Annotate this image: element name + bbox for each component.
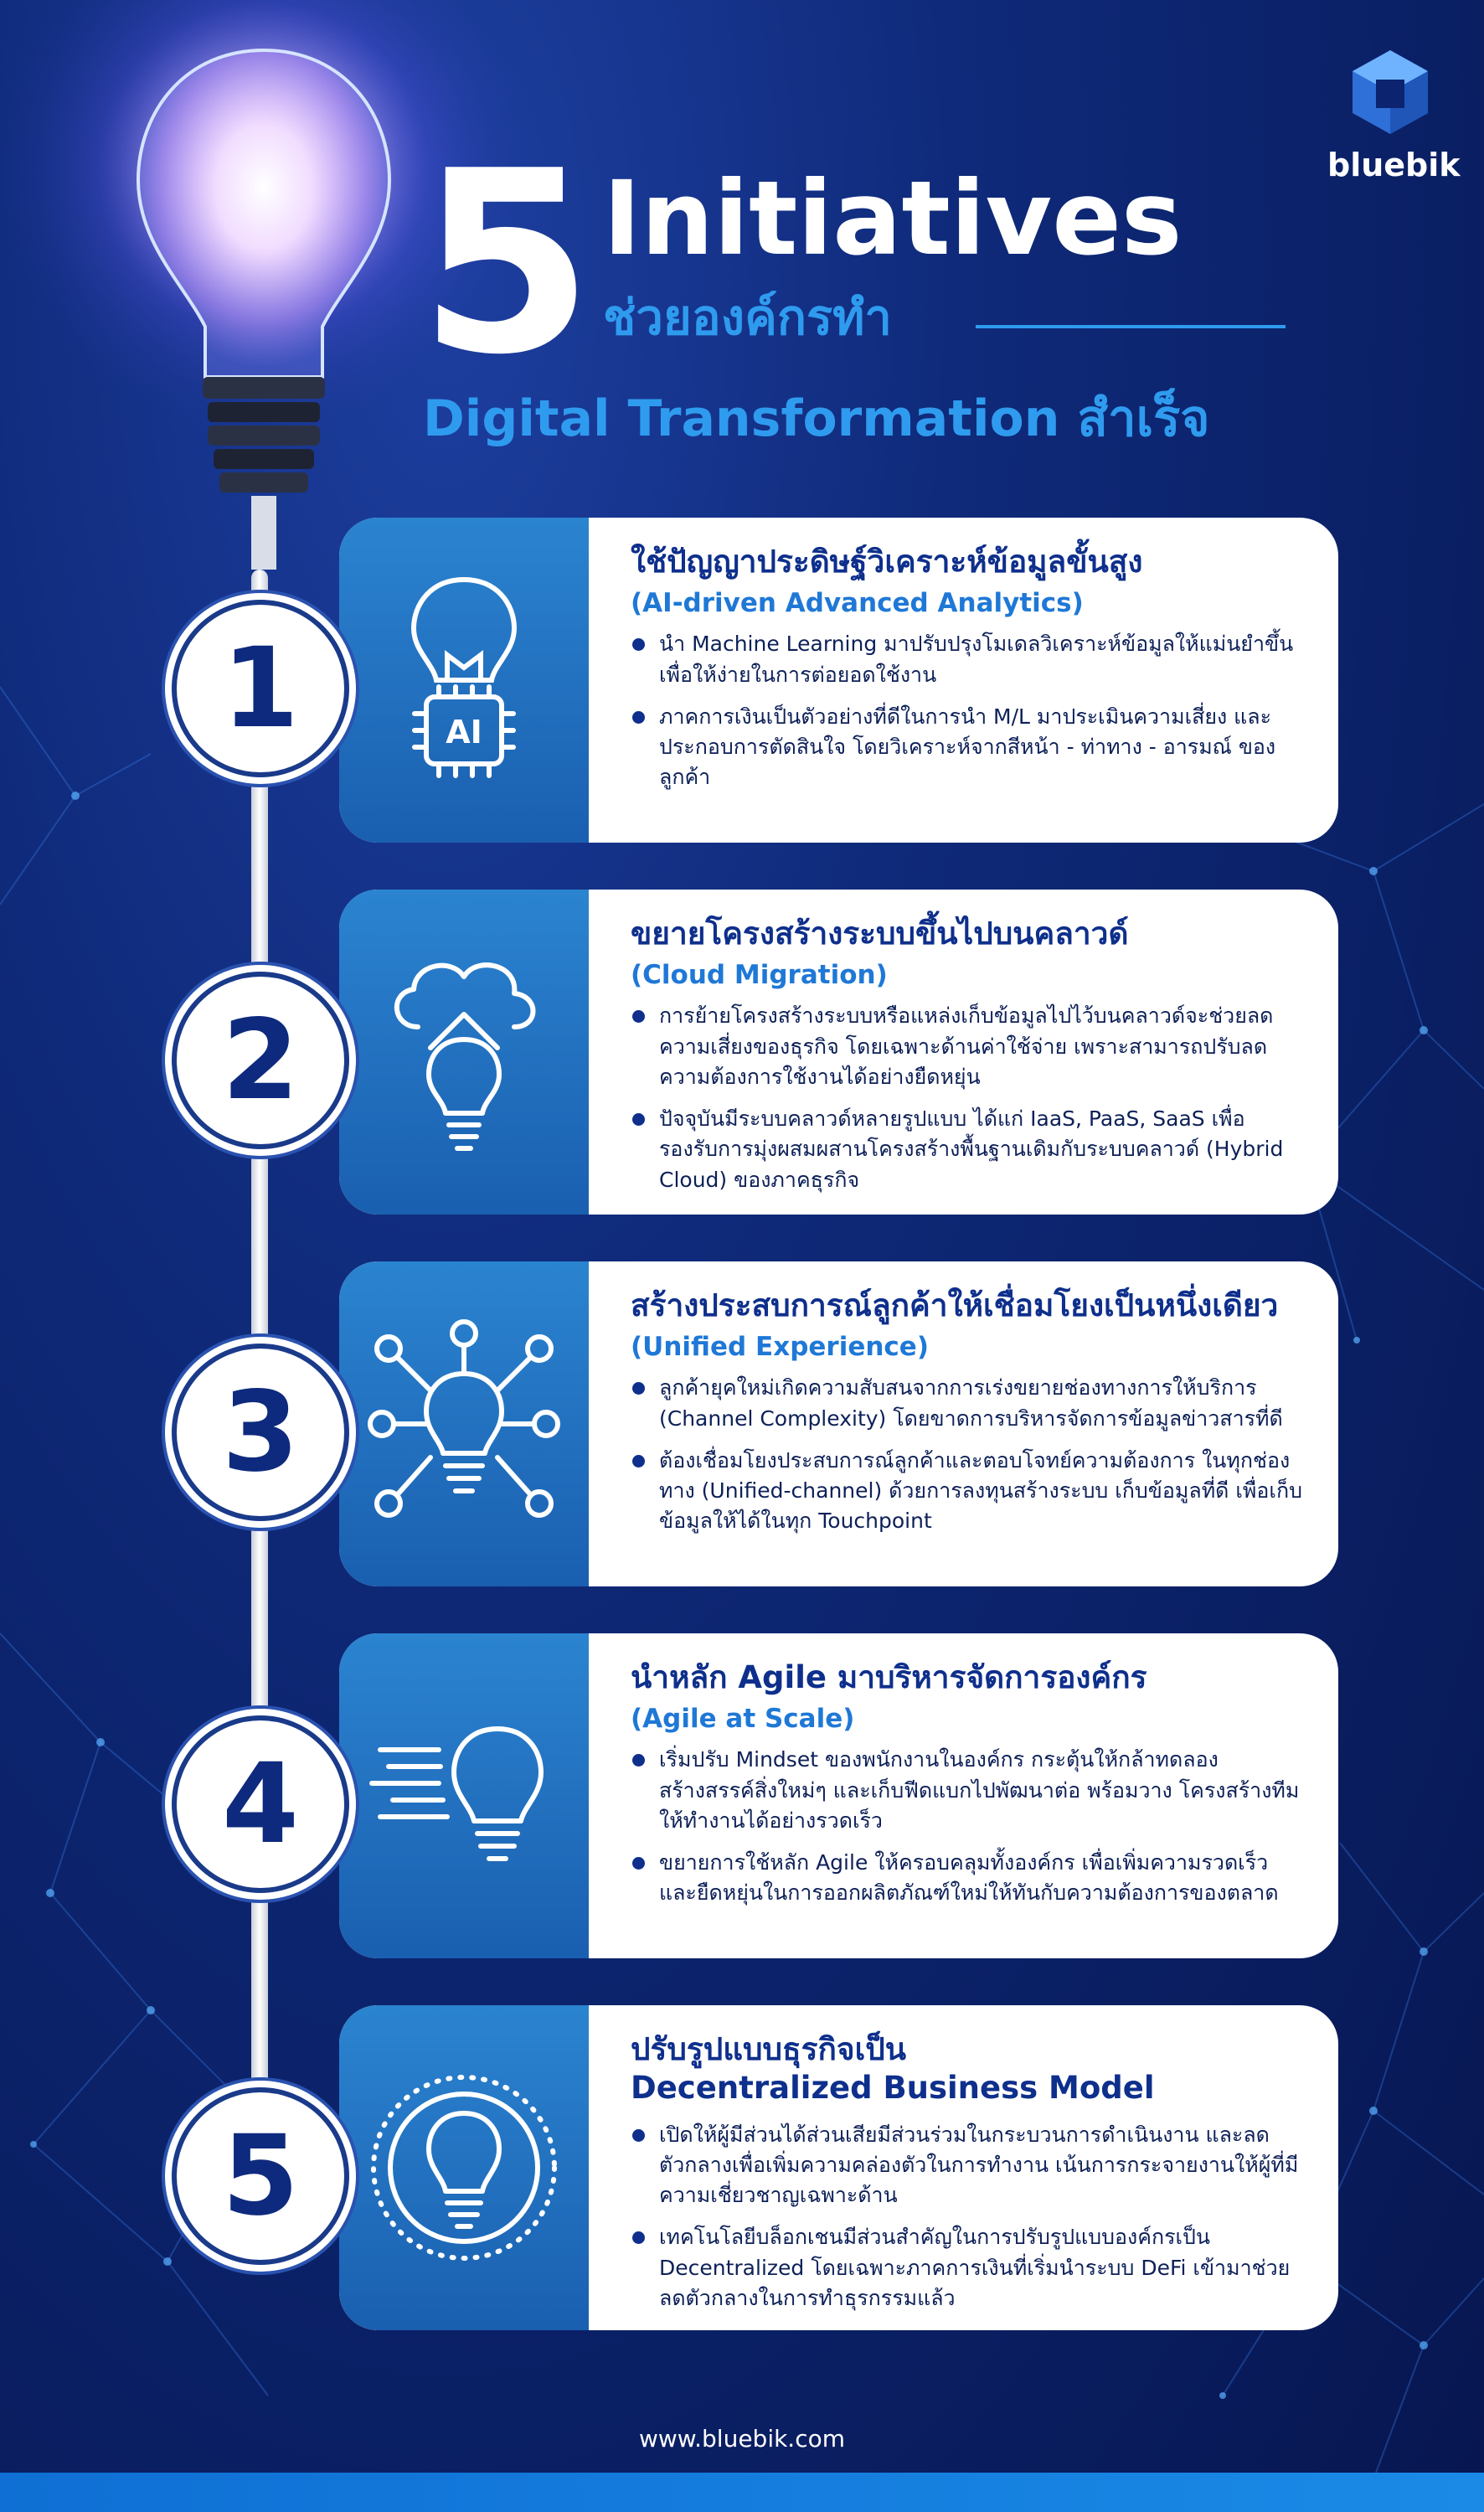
title-number: 5	[419, 117, 585, 410]
footer-bar	[0, 2473, 1484, 2512]
svg-text:AI: AI	[446, 714, 482, 751]
step-number-text: 1	[222, 624, 299, 753]
step-number-2	[172, 972, 349, 1149]
card-title: ขยายโครงสร้างระบบขึ้นไปบนคลาวด์	[631, 916, 1129, 952]
card-title: ปรับรูปแบบธุรกิจเป็น	[631, 2031, 906, 2067]
card-body	[590, 1261, 1338, 1586]
card-title: ใช้ปัญญาประดิษฐ์วิเคราะห์ข้อมูลขั้นสูง	[631, 544, 1143, 580]
card-title: สร้างประสบการณ์ลูกค้าให้เชื่อมโยงเป็นหนึ่งเดียว	[631, 1287, 1279, 1323]
title-divider	[976, 325, 1286, 328]
initiative-card-1	[339, 518, 1338, 843]
bullet-item: ปัจจุบันมีระบบคลาวด์หลายรูปแบบ ได้แก่ IaaS, PaaS, SaaS เพื่อ รองรับการมุ่งผสมผสานโครงสร้างพื้นฐานเดิมกับระบบคลาวด์ (Hybrid Cloud) ของภาคธุรกิจ	[631, 1104, 1310, 1195]
card-subtitle: (Unified Experience)	[631, 1332, 929, 1363]
card-body	[590, 518, 1338, 843]
brand-logo	[1327, 46, 1461, 183]
bullet-item: เทคโนโลยีบล็อกเชนมีส่วนสำคัญในการปรับรูปแบบองค์กรเป็น Decentralized โดยเฉพาะภาคการเงินที่เริ่มนำระบบ DeFi เข้ามาช่วย ลดตัวกลางในการทำธุรกรรมแล้ว	[631, 2222, 1310, 2313]
bluebik-logo-icon	[1344, 46, 1436, 138]
bullet-item: ภาคการเงินเป็นตัวอย่างที่ดีในการนำ M/L มาประเมินความเสี่ยง และประกอบการตัดสินใจ โดยวิเคราะห์จากสีหน้า - ท่าทาง - อารมณ์ ของลูกค้า	[631, 702, 1310, 793]
ai-chip-lightbulb-icon	[339, 518, 589, 843]
bullet-item: ลูกค้ายุคใหม่เกิดความสับสนจากการเร่งขยายช่องทางการให้บริการ (Channel Complexity) โดยขาดการบริหารจัดการข้อมูลข่าวสารที่ดี	[631, 1373, 1310, 1434]
bullet-item: เปิดให้ผู้มีส่วนได้ส่วนเสียมีส่วนร่วมในกระบวนการดำเนินงาน และลดตัวกลางเพื่อเพิ่มความคล่องตัวในการทำงาน เน้นการกระจายงานให้ผู้ที่มีความเชี่ยวชาญเฉพาะด้าน	[631, 2120, 1310, 2211]
bullet-item: ต้องเชื่อมโยงประสบการณ์ลูกค้าและตอบโจทย์ความต้องการ ในทุกช่องทาง (Unified-channel) ด้วยการลงทุนสร้างระบบ เก็บข้อมูลที่ดี เพื่อเก็บข้อมูลให้ได้ในทุก Touchpoint	[631, 1446, 1310, 1537]
footer-url[interactable]: www.bluebik.com	[638, 2425, 846, 2453]
title-initiatives: Initiatives	[603, 159, 1183, 278]
initiative-card-2	[339, 890, 1338, 1215]
bullet-item: ขยายการใช้หลัก Agile ให้ครอบคลุมทั้งองค์กร เพื่อเพิ่มความรวดเร็ว และยืดหยุ่นในการออกผลิตภัณฑ์ใหม่ให้ทันกับความต้องการของตลาด	[631, 1848, 1310, 1909]
title-line2: ช่วยองค์กรทำ	[603, 289, 892, 346]
card-body	[590, 2005, 1338, 2330]
cloud-upload-lightbulb-icon	[339, 890, 589, 1215]
initiative-card-5	[339, 2005, 1338, 2330]
bullet-item: การย้ายโครงสร้างระบบหรือแหล่งเก็บข้อมูลไปไว้บนคลาวด์จะช่วยลด ความเสี่ยงของธุรกิจ โดยเฉพาะด้านค่าใช้จ่าย เพราะสามารถปรับลด ความต้องการใช้งานได้อย่างยืดหยุ่น	[631, 1001, 1310, 1092]
brand-name: bluebik	[1327, 147, 1461, 183]
bullet-item: นำ Machine Learning มาปรับปรุงโมเดลวิเคราะห์ข้อมูลให้แม่นยำขึ้น เพื่อให้ง่ายในการต่อยอดใช้งาน	[631, 629, 1310, 690]
initiative-card-4	[339, 1633, 1338, 1958]
decentralized-lightbulb-icon	[339, 2005, 589, 2330]
step-number-5	[172, 2087, 349, 2265]
step-number-1	[172, 600, 349, 777]
card-title: นำหลัก Agile มาบริหารจัดการองค์กร	[631, 1659, 1147, 1695]
network-lightbulb-icon	[339, 1261, 589, 1586]
step-number-4	[172, 1715, 349, 1893]
step-number-text: 2	[222, 996, 299, 1125]
card-body	[590, 890, 1338, 1215]
card-subtitle: (Agile at Scale)	[631, 1704, 855, 1735]
hero-lightbulb	[126, 34, 402, 570]
fast-lightbulb-icon	[339, 1633, 589, 1958]
card-body	[590, 1633, 1338, 1958]
step-number-text: 3	[222, 1368, 299, 1497]
card-subtitle: (AI-driven Advanced Analytics)	[631, 588, 1084, 619]
lightbulb-icon	[126, 34, 402, 570]
step-number-text: 5	[222, 2112, 299, 2241]
title-line3: Digital Transformation สำเร็จ	[423, 389, 1210, 448]
step-number-3	[172, 1344, 349, 1521]
card-subtitle: Decentralized Business Model	[631, 2070, 1155, 2107]
card-subtitle: (Cloud Migration)	[631, 960, 888, 991]
step-number-text: 4	[222, 1740, 299, 1869]
bullet-item: เริ่มปรับ Mindset ของพนักงานในองค์กร กระตุ้นให้กล้าทดลอง สร้างสรรค์สิ่งใหม่ๆ และเก็บฟีดแบกไปพัฒนาต่อ พร้อมวาง โครงสร้างทีมให้ทำงานได้อย่างรวดเร็ว	[631, 1745, 1310, 1836]
initiative-card-3	[339, 1261, 1338, 1586]
